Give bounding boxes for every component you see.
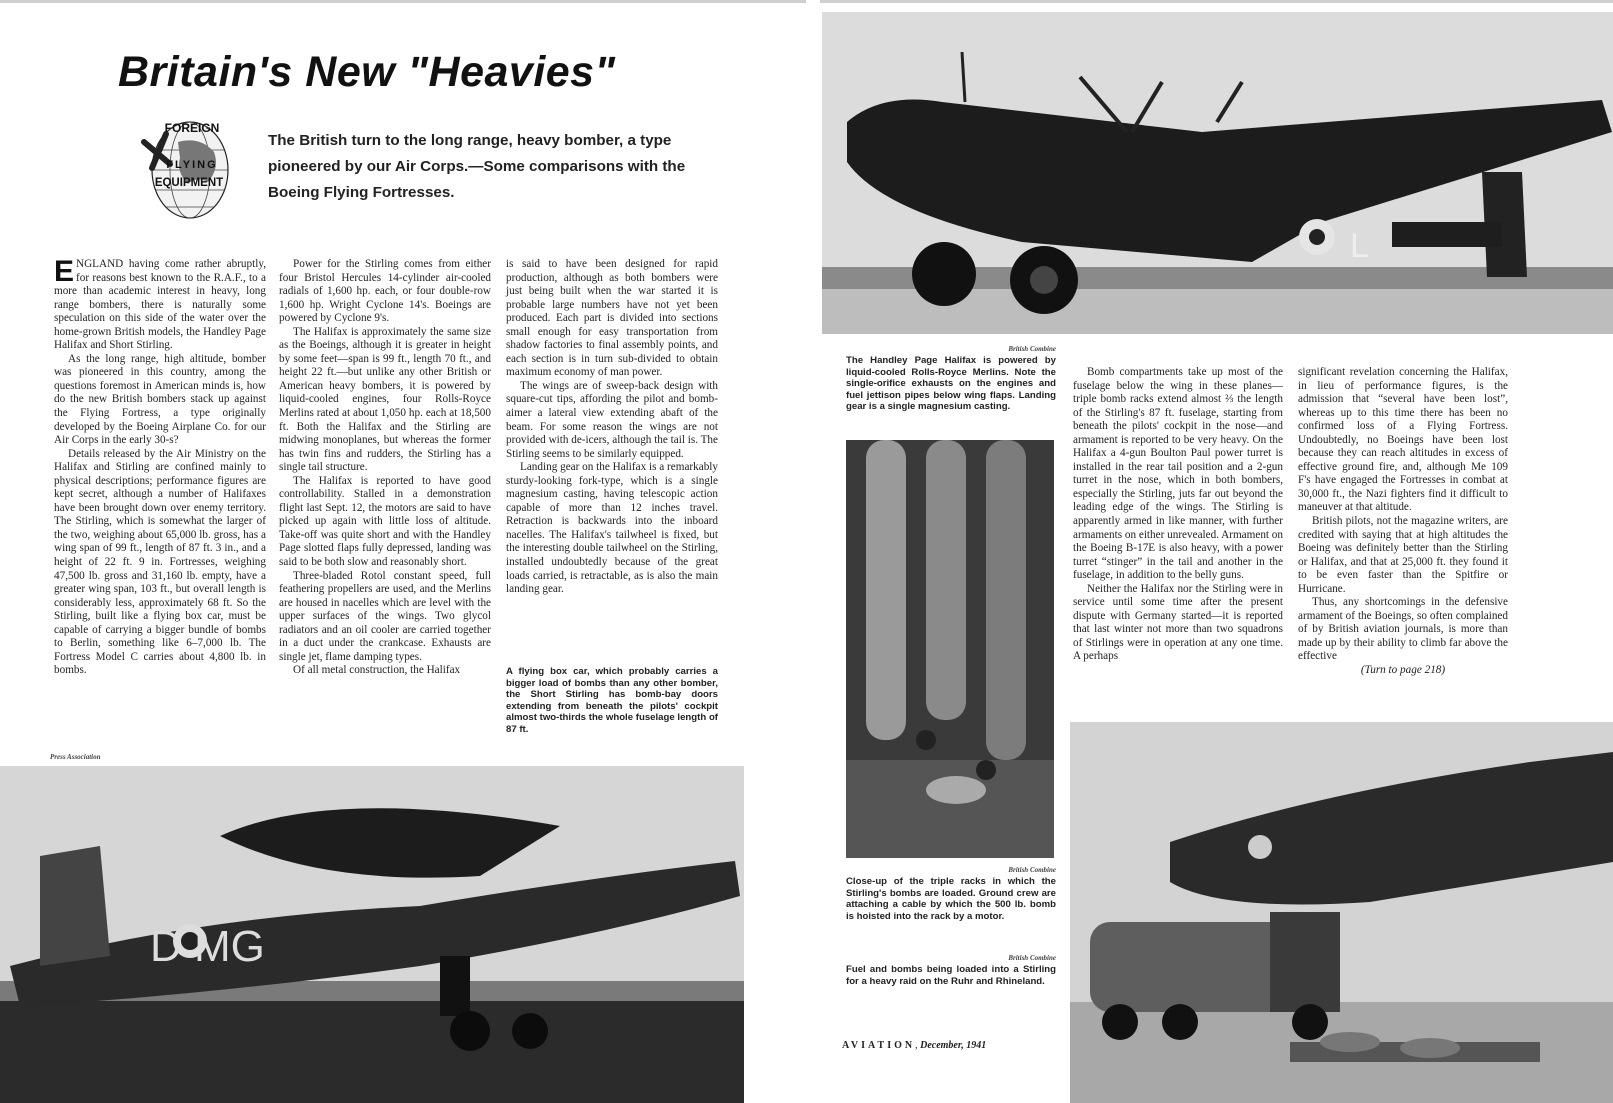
body-column-4 xyxy=(1073,366,1283,664)
magazine-name: AVIATION xyxy=(842,1040,916,1051)
paragraph: Thus, any shortcomings in the defensive armament of the Boeings, so often complained of by British aviation journals, is more than made up by their ability to climb far above the effective xyxy=(1298,596,1508,663)
paragraph: Of all metal construction, the Halifax xyxy=(293,664,461,677)
halifax-code-letter: L xyxy=(1350,227,1369,265)
paragraph: As the long range, high altitude, bomber was pioneered in this country, among the questions foremost in American minds is, how do the new British bombers stack up against the Flying Fortress, a type originally developed by the Boeing Airplane Co. for our Air Corps in the early 30-s? xyxy=(54,352,266,447)
continued-line: (Turn to page 218) xyxy=(1360,664,1446,677)
logo-text-foreign: FOREIGN xyxy=(164,121,220,135)
caption-halifax: The Handley Page Halifax is powered by liquid-cooled Rolls-Royce Merlins. Note the single-orifice exhausts on the engines and fuel jettison pipes below wing flaps. Landing gear is a single magnesium casting. xyxy=(846,355,1056,413)
paragraph: ENGLAND having come rather abruptly, for reasons best known to the R.A.F., to a more than academic interest in heavy, long range bombers, there is naturally some speculation on this side of the water over the home-grown British models, the Handley Page Halifax and Short Stirling. xyxy=(54,255,266,352)
caption-fuel-and-bombs: Fuel and bombs being loaded into a Stirling for a heavy raid on the Ruhr and Rhineland. xyxy=(846,964,1056,987)
paragraph: The wings are of sweep-back design with square-cut tips, affording the pilot and bomb-aimer a lateral view extending abaft of the beam. For some reason the wings are not provided with de-icers, although the tail is. The Stirling seems to be similarly equipped. xyxy=(506,379,718,460)
logo-text-equipment: EQUIPMENT xyxy=(154,177,224,189)
photo-credit-british-combine-3: British Combine xyxy=(1008,954,1056,962)
body-column-3 xyxy=(506,258,718,597)
paragraph: The Halifax is reported to have good controllability. Stalled in a demonstration flight last Sept. 12, the motors are said to have picked up again with little loss of altitude. Take-off was quite short and with the Handley Page slotted flaps fully depressed, landing was said to be both slow and reasonably short. xyxy=(279,474,491,569)
paragraph: British pilots, not the magazine writers, are credited with saying that at high altitudes the Boeing was definitely better than the Stirling or Halifax, and that at 25,000 ft. they found it to be even faster than the Spitfire or Hurricane. xyxy=(1298,515,1508,595)
paragraph: Landing gear on the Halifax is a remarkably sturdy-looking fork-type, which is a single magnesium casting, having telescopic action capable of more than 12 inches travel. Retraction is backwards into the inboard nacelles. The Halifax's tailwheel is fixed, but the interesting double tailwheel on the Stirling, installed undoubtedly because of the great loads carried, is retractable, as is also the main landing gear. xyxy=(506,461,718,596)
photo-credit-british-combine-1: British Combine xyxy=(1008,345,1056,353)
body-column-2 xyxy=(279,258,491,678)
article-dek: The British turn to the long range, heavy bomber, a type pioneered by our Air Corps.—Some comparisons with the Boeing Flying Fortresses. xyxy=(268,132,686,201)
body-column-1 xyxy=(54,255,266,678)
caption-stirling: A flying box car, which probably carries a bigger load of bombs than any other bomber, the Short Stirling has bomb-bay doors extending from beneath the pilots' cockpit almost two-thirds the whole fuselage length of 87 ft. xyxy=(506,666,718,735)
photo-credit-press-association: Press Association xyxy=(50,753,101,761)
paragraph: significant revelation concerning the Halifax, in lieu of performance figures, is the admission that “several have been lost”, whereas up to this time there has been no confirmed loss of a Flying Fortress. Undoubtedly, no Boeings have been lost because they can reach altitudes in excess of effective ground fire, and, although Me 109 F's have engaged the Fortresses in combat at 30,000 ft., the Nazi fighters find it difficult to maneuver at that altitude. xyxy=(1298,366,1508,514)
article-title: Britain's New "Heavies" xyxy=(118,48,616,96)
photo-handley-page-halifax xyxy=(822,12,1613,334)
caption-bomb-racks: Close-up of the triple racks in which the Stirling's bombs are loaded. Ground crew are attaching a cable by which the 500 lb. bomb is hoisted into the rack by a motor. xyxy=(846,876,1056,922)
paragraph: is said to have been designed for rapid production, although as both bombers were just being built when the war started it is probable large numbers have not yet been produced. Each part is divided into sections small enough for easy transportation from shadow factories to final assembly points, and each section is in turn sub-divided to obtain maximum economy of man power. xyxy=(506,258,718,379)
paragraph: Neither the Halifax nor the Stirling were in service until some time after the present dispute with Germany started—it is reported that last winter not more than two squadrons of Stirlings were in operation at any one time. A perhaps xyxy=(1073,582,1283,663)
paragraph: Details released by the Air Ministry on the Halifax and Stirling are confined mainly to physical descriptions; performance figures are kept secret, although a number of Halifaxes have been brought down over enemy territory. The Stirling, which is somewhat the larger of the two, weighing about 65,000 lb. gross, has a wing span of 99 ft., length of 87 ft. 3 in., and a height of 22 ft. 9 in. Fortresses, weighing 47,500 lb. gross and 31,160 lb. empty, have a greater wing span, 103 ft., but overall length is considerably less, approximately 68 ft. So the Stirling, built like a flying box car, must be capable of carrying a bigger bundle of bombs to Berlin, something like 6–7,000 lb. The Fortress Model C carries about 4,800 lb. in bombs. xyxy=(54,447,266,677)
photo-credit-british-combine-2: British Combine xyxy=(1008,866,1056,874)
paragraph: The Halifax is approximately the same size as the Boeings, although it is greater in height by some feet—span is 99 ft., length 70 ft., and height 22 ft.—but unlike any other British or American heavy bombers, it is powered by liquid-cooled engines, four Rolls-Royce Merlins rated at about 1,050 hp. each at 18,500 ft. Both the Halifax and the Stirling are midwing monoplanes, but whereas the former has twin fins and rudders, the Stirling has a single tail structure. xyxy=(279,325,491,474)
paragraph: Bomb compartments take up most of the fuselage below the wing in these planes—triple bomb racks extend almost ⅔ the length of the Stirling's 87 ft. fuselage, starting from beneath the pilots' cockpit in the nose—and armament is reported to be very heavy. On the Halifax a 4-gun Boulton Paul power turret is installed in the rear tail position and a 2-gun turret in the nose, which in both bombers, especially the Stirling, juts far out beyond the leading edge of the wings. The Stirling is apparently armed in like manner, with further armaments on either unrevealed. Armament on the Boeing B-17E is also heavy, with a power turret “stinger” in the tail and another in the fuselage, in addition to the belly guns. xyxy=(1073,366,1283,582)
photo-short-stirling xyxy=(0,766,744,1103)
page-gutter xyxy=(806,0,820,1103)
body-column-5 xyxy=(1298,366,1508,678)
page-footer: AVIATION, December, 1941 xyxy=(842,1040,987,1051)
logo-text-flying: FLYING xyxy=(166,159,218,171)
photo-bomb-racks xyxy=(846,440,1054,858)
stirling-squadron-code: D MG xyxy=(150,922,265,971)
issue-date: December, 1941 xyxy=(920,1040,987,1051)
foreign-flying-equipment-logo xyxy=(130,112,248,222)
paragraph: Power for the Stirling comes from either four Bristol Hercules 14-cylinder air-cooled radials of 1,600 hp. each, or four double-row 1,600 hp. Wright Cyclone 14's. Boeings are powered by Cyclone 9's. xyxy=(279,258,491,325)
paragraph: Three-bladed Rotol constant speed, full feathering propellers are used, and the Merlins are housed in nacelles which are level with the upper surfaces of the wings. Two glycol radiators and an oil cooler are carried together in a duct under the crankcase. Exhausts are single jet, flame damping types. xyxy=(279,569,491,663)
photo-fuel-loading xyxy=(1070,722,1613,1103)
drop-cap: E xyxy=(54,255,75,288)
halifax-serial: L9530 xyxy=(1370,233,1390,240)
